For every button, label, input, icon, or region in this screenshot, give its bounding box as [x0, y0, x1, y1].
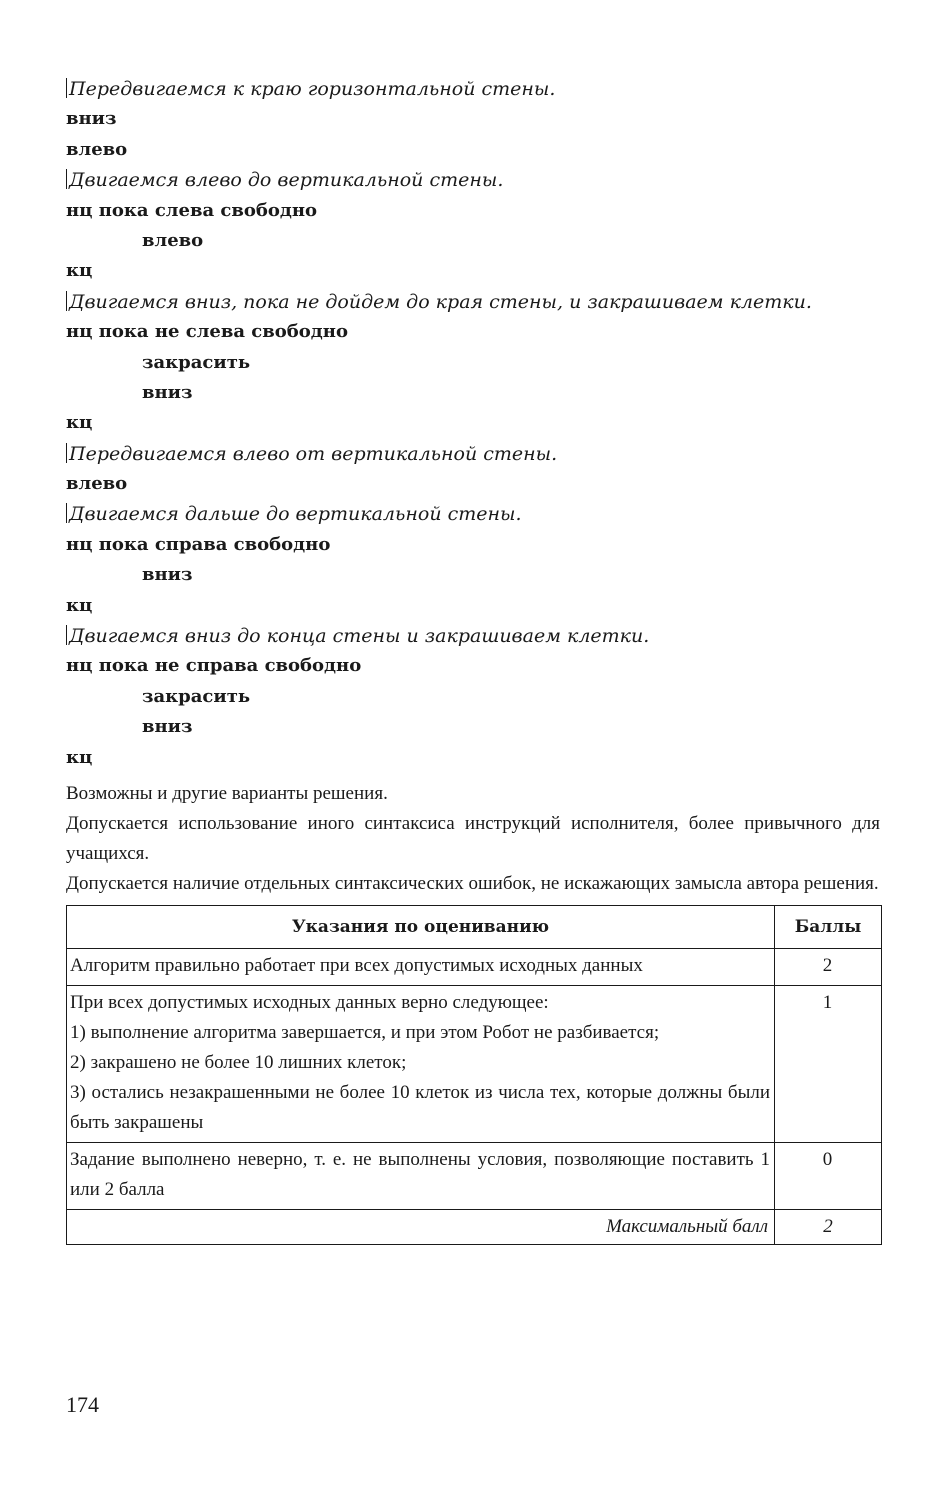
- comment-marker: [66, 78, 67, 98]
- comment-marker: [66, 443, 67, 463]
- document-page: [66, 74, 880, 1245]
- page-number: 174: [66, 1392, 99, 1417]
- code-comment: Двигаемся влево до вертикальной стены.: [66, 165, 880, 195]
- code-line: вниз: [142, 564, 193, 586]
- code-line: влево: [66, 138, 128, 160]
- code-line: вниз: [66, 108, 117, 130]
- code-line: нц пока слева свободно: [66, 199, 318, 221]
- note-paragraph: Возможны и другие варианты решения.: [66, 783, 388, 804]
- code-line: закрасить: [142, 351, 251, 373]
- comment-marker: [66, 169, 67, 189]
- criteria-cell: Алгоритм правильно работает при всех допустимых исходных данных: [67, 949, 775, 986]
- code-line: влево: [66, 473, 128, 495]
- code-line: влево: [142, 229, 204, 251]
- code-line: вниз: [142, 716, 193, 738]
- header-score: Баллы: [775, 906, 882, 949]
- code-line: кц: [66, 594, 93, 616]
- header-criteria: Указания по оцениванию: [67, 906, 775, 949]
- criteria-cell: Задание выполнено неверно, т. е. не выполнены условия, позволяющие поставить 1 или 2 балла: [67, 1143, 775, 1210]
- code-line: нц пока справа свободно: [66, 533, 331, 555]
- code-comment: Двигаемся вниз, пока не дойдем до края стены, и закрашиваем клетки.: [66, 287, 880, 317]
- code-comment: Передвигаемся к краю горизонтальной стены.: [66, 74, 880, 104]
- criteria-cell: При всех допустимых исходных данных верно следующее: 1) выполнение алгоритма завершается, и при этом Робот не разбивается; 2) закрашено не более 10 лишних клеток; 3) остались незакрашенными не более 10 клеток из числа тех, которые должны были быть закрашены: [67, 986, 775, 1143]
- table-row: [67, 1143, 882, 1210]
- code-comment: Передвигаемся влево от вертикальной стены.: [66, 439, 880, 469]
- table-row: [67, 986, 882, 1143]
- total-row: [67, 1210, 882, 1245]
- note-paragraph: Допускается использование иного синтаксиса инструкций исполнителя, более привычного для учащихся.: [66, 813, 880, 864]
- score-cell: 2: [775, 949, 882, 986]
- comment-marker: [66, 625, 67, 645]
- code-line: кц: [66, 412, 93, 434]
- code-line: нц пока не слева свободно: [66, 321, 348, 343]
- comment-marker: [66, 503, 67, 523]
- score-cell: 0: [775, 1143, 882, 1210]
- note-paragraph: Допускается наличие отдельных синтаксических ошибок, не искажающих замысла автора решения.: [66, 873, 879, 894]
- max-score-label: Максимальный балл: [67, 1210, 775, 1245]
- table-header-row: [67, 906, 882, 949]
- score-cell: 1: [775, 986, 882, 1143]
- notes: [66, 779, 880, 899]
- comment-marker: [66, 291, 67, 311]
- code-line: кц: [66, 746, 93, 768]
- code-line: закрасить: [142, 685, 251, 707]
- code-comment: Двигаемся дальше до вертикальной стены.: [66, 499, 880, 529]
- grading-table: [66, 905, 882, 1245]
- code-line: кц: [66, 260, 93, 282]
- max-score-value: 2: [775, 1210, 882, 1245]
- table-row: [67, 949, 882, 986]
- code-line: вниз: [142, 381, 193, 403]
- code-line: нц пока не справа свободно: [66, 655, 362, 677]
- code-comment: Двигаемся вниз до конца стены и закрашиваем клетки.: [66, 621, 880, 651]
